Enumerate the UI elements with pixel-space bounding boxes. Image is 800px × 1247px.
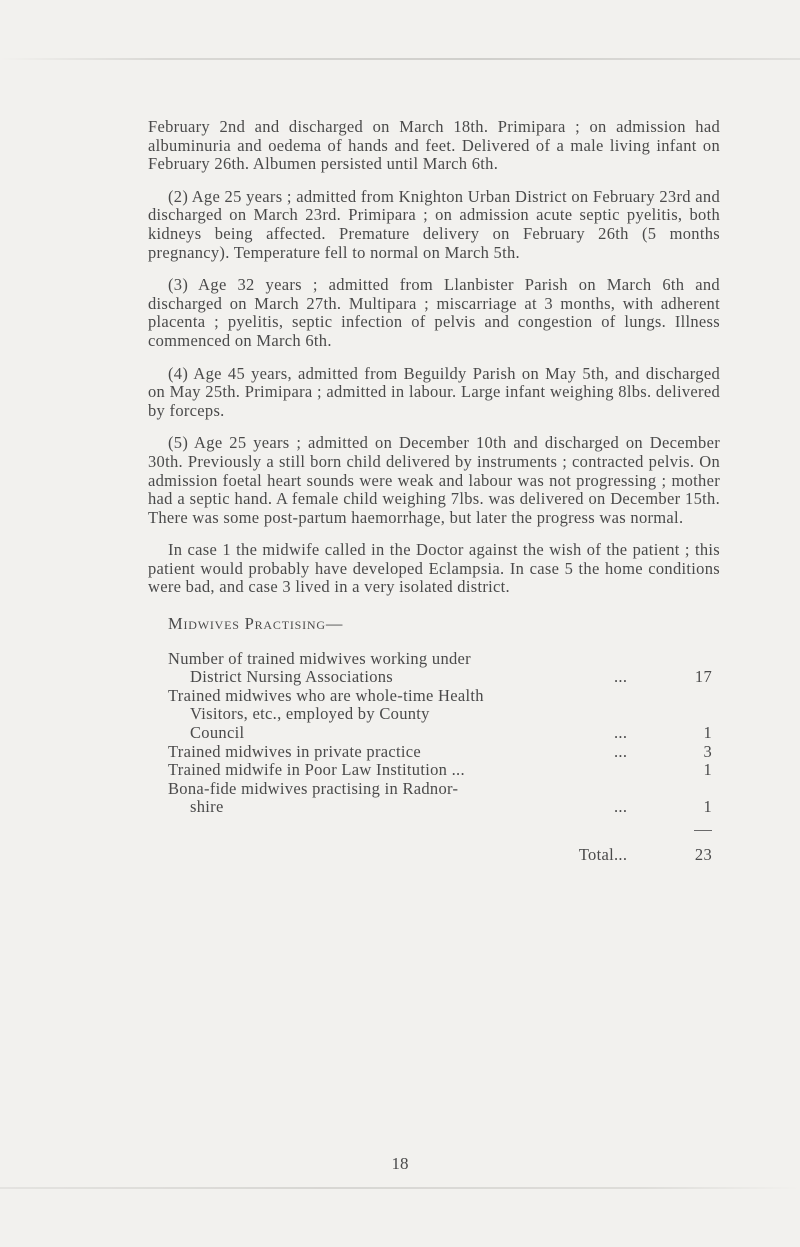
row-value: 1 <box>703 723 712 743</box>
paragraph-case-4: (4) Age 45 years, admitted from Beguildy Parish on May 5th, and discharged on May 25th. Primipara ; admitted in labour. Large infant weighing 8lbs. delivered by forceps. <box>148 363 720 420</box>
row-label: Bona-fide midwives practising in Radnor- <box>168 778 459 798</box>
paragraph-case-2: (2) Age 25 years ; admitted from Knighton Urban District on February 23rd and discharged on March 23rd. Primipara ; on admission acute septic pyelitis, both kidneys being affected. Premature delivery on February 26th (5 months pregnancy). Temperature fell to normal on March 5th. <box>148 186 720 262</box>
table-row <box>148 743 720 762</box>
page-edge-top <box>0 58 800 60</box>
row-label-continued: Visitors, etc., employed by County <box>190 704 430 724</box>
leader-dots: ... <box>614 797 628 817</box>
section-heading-midwives: Midwives Practising— <box>168 614 344 634</box>
row-label: Trained midwives in private practice <box>168 741 422 761</box>
row-value: 1 <box>703 797 712 817</box>
paragraph-case-5: (5) Age 25 years ; admitted on December 10th and discharged on December 30th. Previously a still born child delivered by instruments ; contracted pelvis. On admission foetal heart sounds were weak and labour was not progressing ; mother had a septic hand. A female child weighing 7lbs. was delivered on December 15th. There was some post-partum haemorrhage, but later the progress was normal. <box>148 433 720 527</box>
paragraph-case-3: (3) Age 32 years ; admitted from Llanbister Parish on March 6th and discharged on March 27th. Multipara ; miscarriage at 3 months, with adherent placenta ; pyelitis, septic infection of pelvis and congestion of lungs. Illness commenced on March 6th. <box>148 275 720 350</box>
table-row <box>148 780 720 817</box>
document-body <box>148 118 720 864</box>
leader-dots: ... <box>614 667 628 687</box>
table-row <box>148 687 720 743</box>
leader-dots: ... <box>614 741 628 761</box>
paragraph-summary: In case 1 the midwife called in the Doctor against the wish of the patient ; this patient would probably have developed Eclampsia. In case 5 the home conditions were bad, and case 3 lived in a very isolated district. <box>148 540 720 597</box>
total-label: Total <box>578 844 614 864</box>
midwives-table <box>148 650 720 865</box>
row-label-continued: District Nursing Associations <box>190 667 394 687</box>
row-label: Trained midwife in Poor Law Institution ... <box>168 760 465 780</box>
row-value: 3 <box>703 741 712 761</box>
row-value: 1 <box>703 760 712 780</box>
table-row <box>148 650 720 687</box>
row-value: 17 <box>694 667 712 687</box>
row-label-continued: shire <box>190 797 224 817</box>
table-row <box>148 761 720 780</box>
paragraph-case-1-continued: February 2nd and discharged on March 18th. Primipara ; on admission had albuminuria and oedema of hands and feet. Delivered of a male living infant on February 26th. Albumen persisted until March 6th. <box>148 117 720 174</box>
total-row <box>148 836 720 865</box>
page-number: 18 <box>391 1154 409 1173</box>
sum-rule <box>694 830 712 831</box>
leader-dots: ... <box>614 844 628 864</box>
leader-dots: ... <box>614 723 628 743</box>
row-label: Trained midwives who are whole-time Health <box>168 685 484 705</box>
row-label: Number of trained midwives working under <box>168 648 471 668</box>
page-edge-bottom <box>0 1187 800 1189</box>
total-value: 23 <box>694 844 712 864</box>
row-label-continued: Council <box>190 723 245 743</box>
